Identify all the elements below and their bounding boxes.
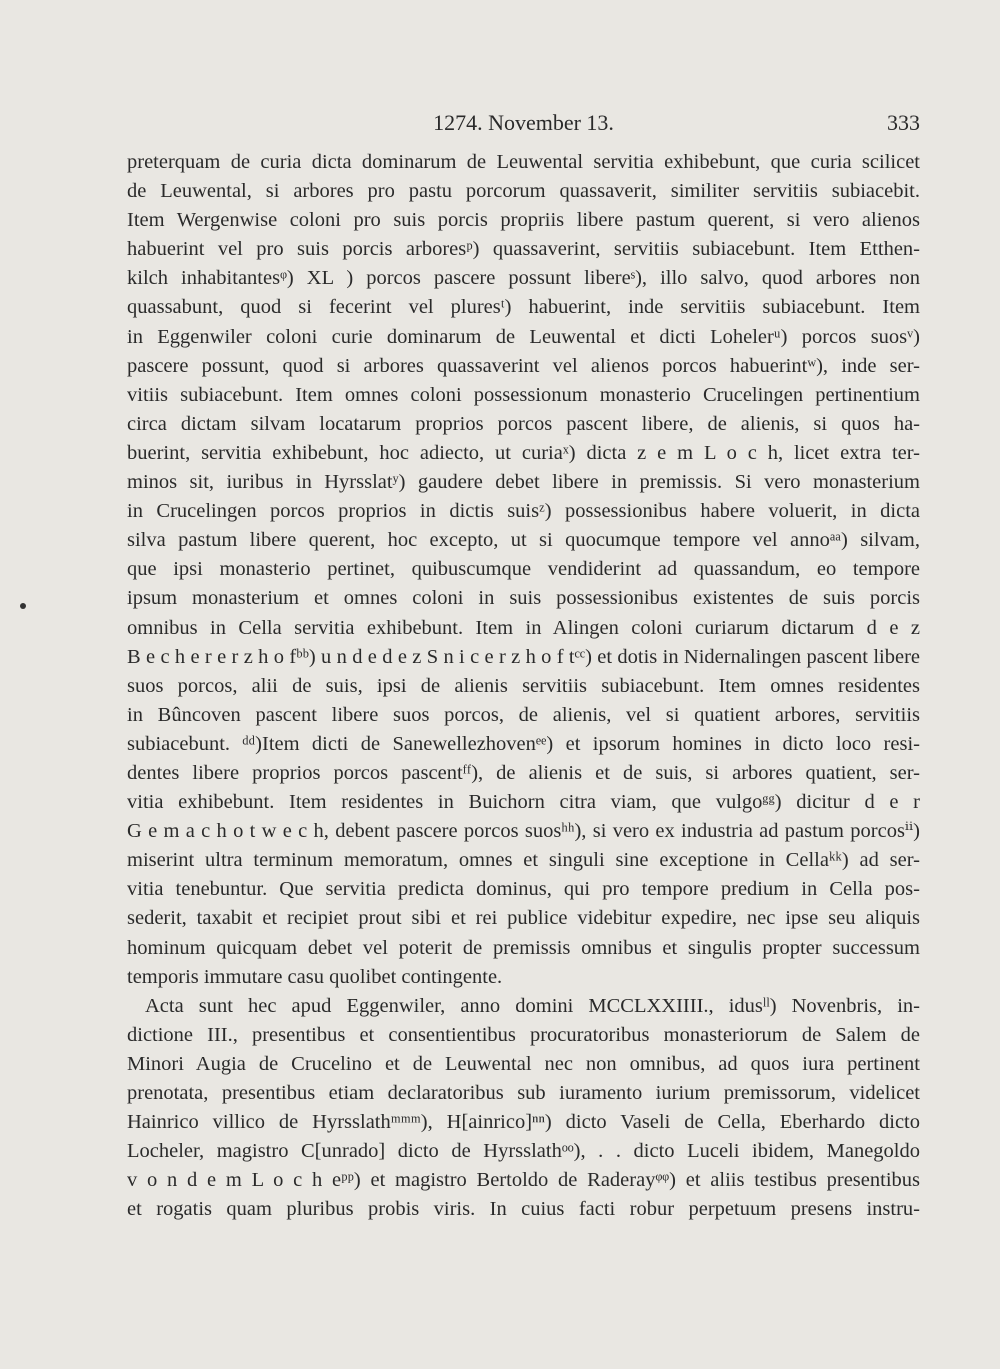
text-line: in Eggenwiler coloni curie dominarum de Leuwental et dicti Lohelerᵘ) porcos suosᵛ)	[127, 325, 920, 348]
text-line: pascere possunt, quod si arbores quassaverint vel alienos porcos habuerintʷ), inde ser-	[127, 354, 920, 377]
text-line: Hainrico villico de Hyrsslathᵐᵐᵐ), H[ainrico]ⁿⁿ) dicto Vaseli de Cella, Eberhardo dicto	[127, 1111, 920, 1134]
text-line: que ipsi monasterio pertinet, quibuscumque vendiderint ad quassandum, eo tempore	[127, 558, 920, 581]
text-line: in Crucelingen porcos proprios in dictis suisᶻ) possessionibus habere voluerit, in dicta	[127, 500, 920, 523]
text-line: in Bûncoven pascent libere suos porcos, de alienis, vel si quatient arbores, servitiis	[127, 703, 920, 726]
margin-dot	[20, 603, 26, 609]
text-line: prenotata, presentibus etiam declaratoribus sub iuramento iurium premissorum, videlicet	[127, 1082, 920, 1104]
text-line: temporis immutare casu quolibet contingente.	[127, 965, 503, 988]
text-line: buerint, servitia exhibebunt, hoc adiecto, ut curiaˣ) dicta z e m L o c h, licet extra ter-	[127, 441, 920, 464]
text-line: de Leuwental, si arbores pro pastu porcorum quassaverit, similiter servitiis subiacebit.	[127, 180, 920, 203]
text-line: omnibus in Cella servitia exhibebunt. Item in Alingen coloni curiarum dictarum d e z	[127, 616, 920, 639]
text-line: silva pastum libere querent, hoc excepto, ut si quocumque tempore vel annoᵃᵃ) silvam,	[127, 529, 920, 552]
text-line: subiacebunt. ᵈᵈ)Item dicti de Sanewellezhovenᵉᵉ) et ipsorum homines in dicto loco resi-	[127, 732, 920, 755]
text-line: et rogatis quam pluribus probis viris. In cuius facti robur perpetuum presens instru-	[127, 1198, 920, 1221]
text-line: quassabunt, quod si fecerint vel pluresᵗ) habuerint, inde servitiis subiacebunt. Item	[127, 296, 920, 319]
text-line: sederit, taxabit et recipiet prout sibi et rei publice videbitur expedire, nec ipse seu aliquis	[127, 907, 920, 930]
text-line: circa dictam silvam locatarum proprios porcos pascent libere, de alienis, si quos ha-	[127, 412, 920, 435]
text-line: dictione III., presentibus et consentientibus procuratoribus monasteriorum de Salem de	[127, 1023, 920, 1046]
text-line: Minori Augia de Crucelino et de Leuwental nec non omnibus, ad quos iura pertinent	[127, 1052, 920, 1075]
text-line: vitiis subiacebunt. Item omnes coloni possessionum monasterio Crucelingen pertinentium	[127, 383, 920, 406]
body-text	[127, 148, 920, 1224]
text-line: G e m a c h o t w e c h, debent pascere porcos suosʰʰ), si vero ex industria ad pastum porcosⁱⁱ)	[127, 820, 920, 843]
text-line: habuerint vel pro suis porcis arboresᵖ) quassaverint, servitiis subiacebunt. Item Etthen-	[127, 238, 920, 261]
text-line: hominum quicquam debet vel poterit de premissis omnibus et singulis propter successum	[127, 936, 920, 959]
text-line: Locheler, magistro C[unrado] dicto de Hyrsslathᵒᵒ), . . dicto Luceli ibidem, Manegoldo	[127, 1140, 920, 1163]
text-line: preterquam de curia dicta dominarum de Leuwental servitia exhibebunt, que curia scilicet	[127, 151, 920, 173]
text-line: minos sit, iuribus in Hyrsslatʸ) gaudere debet libere in premissis. Si vero monasterium	[127, 471, 920, 494]
text-line: vitia exhibebunt. Item residentes in Buichorn citra viam, que vulgoᵍᵍ) dicitur d e r	[127, 791, 920, 814]
text-line: B e c h e r e r z h o fᵇᵇ) u n d e d e z S n i c e r z h o f tᶜᶜ) et dotis in Nidernalingen pascent libere	[127, 645, 920, 668]
text-line: ipsum monasterium et omnes coloni in suis possessionibus existentes de suis porcis	[127, 587, 920, 610]
header-date: 1274. November 13.	[433, 110, 614, 135]
page-number: 333	[887, 110, 920, 135]
text-line: kilch inhabitantesᵠ) XL ) porcos pascere possunt libereˢ), illo salvo, quod arbores non	[127, 267, 920, 290]
text-line: Acta sunt hec apud Eggenwiler, anno domini MCCLXXIIII., idusˡˡ) Novenbris, in-	[145, 994, 920, 1017]
text-line: vitia tenebuntur. Que servitia predicta dominus, qui pro tempore predium in Cella pos-	[127, 878, 920, 901]
text-line: v o n d e m L o c h eᵖᵖ) et magistro Bertoldo de Raderayᵠᵠ) et aliis testibus presentibus	[127, 1169, 920, 1192]
text-line: suos porcos, alii de suis, ipsi de alienis servitiis subiacebunt. Item omnes residentes	[127, 674, 920, 697]
running-head	[127, 110, 920, 140]
text-line: Item Wergenwise coloni pro suis porcis propriis libere pastum querent, si vero alienos	[127, 209, 920, 232]
text-line: miserint ultra terminum memoratum, omnes et singuli sine exceptione in Cellaᵏᵏ) ad ser-	[127, 849, 920, 872]
text-line: dentes libere proprios porcos pascentᶠᶠ), de alienis et de suis, si arbores quatient, ser-	[127, 761, 920, 784]
